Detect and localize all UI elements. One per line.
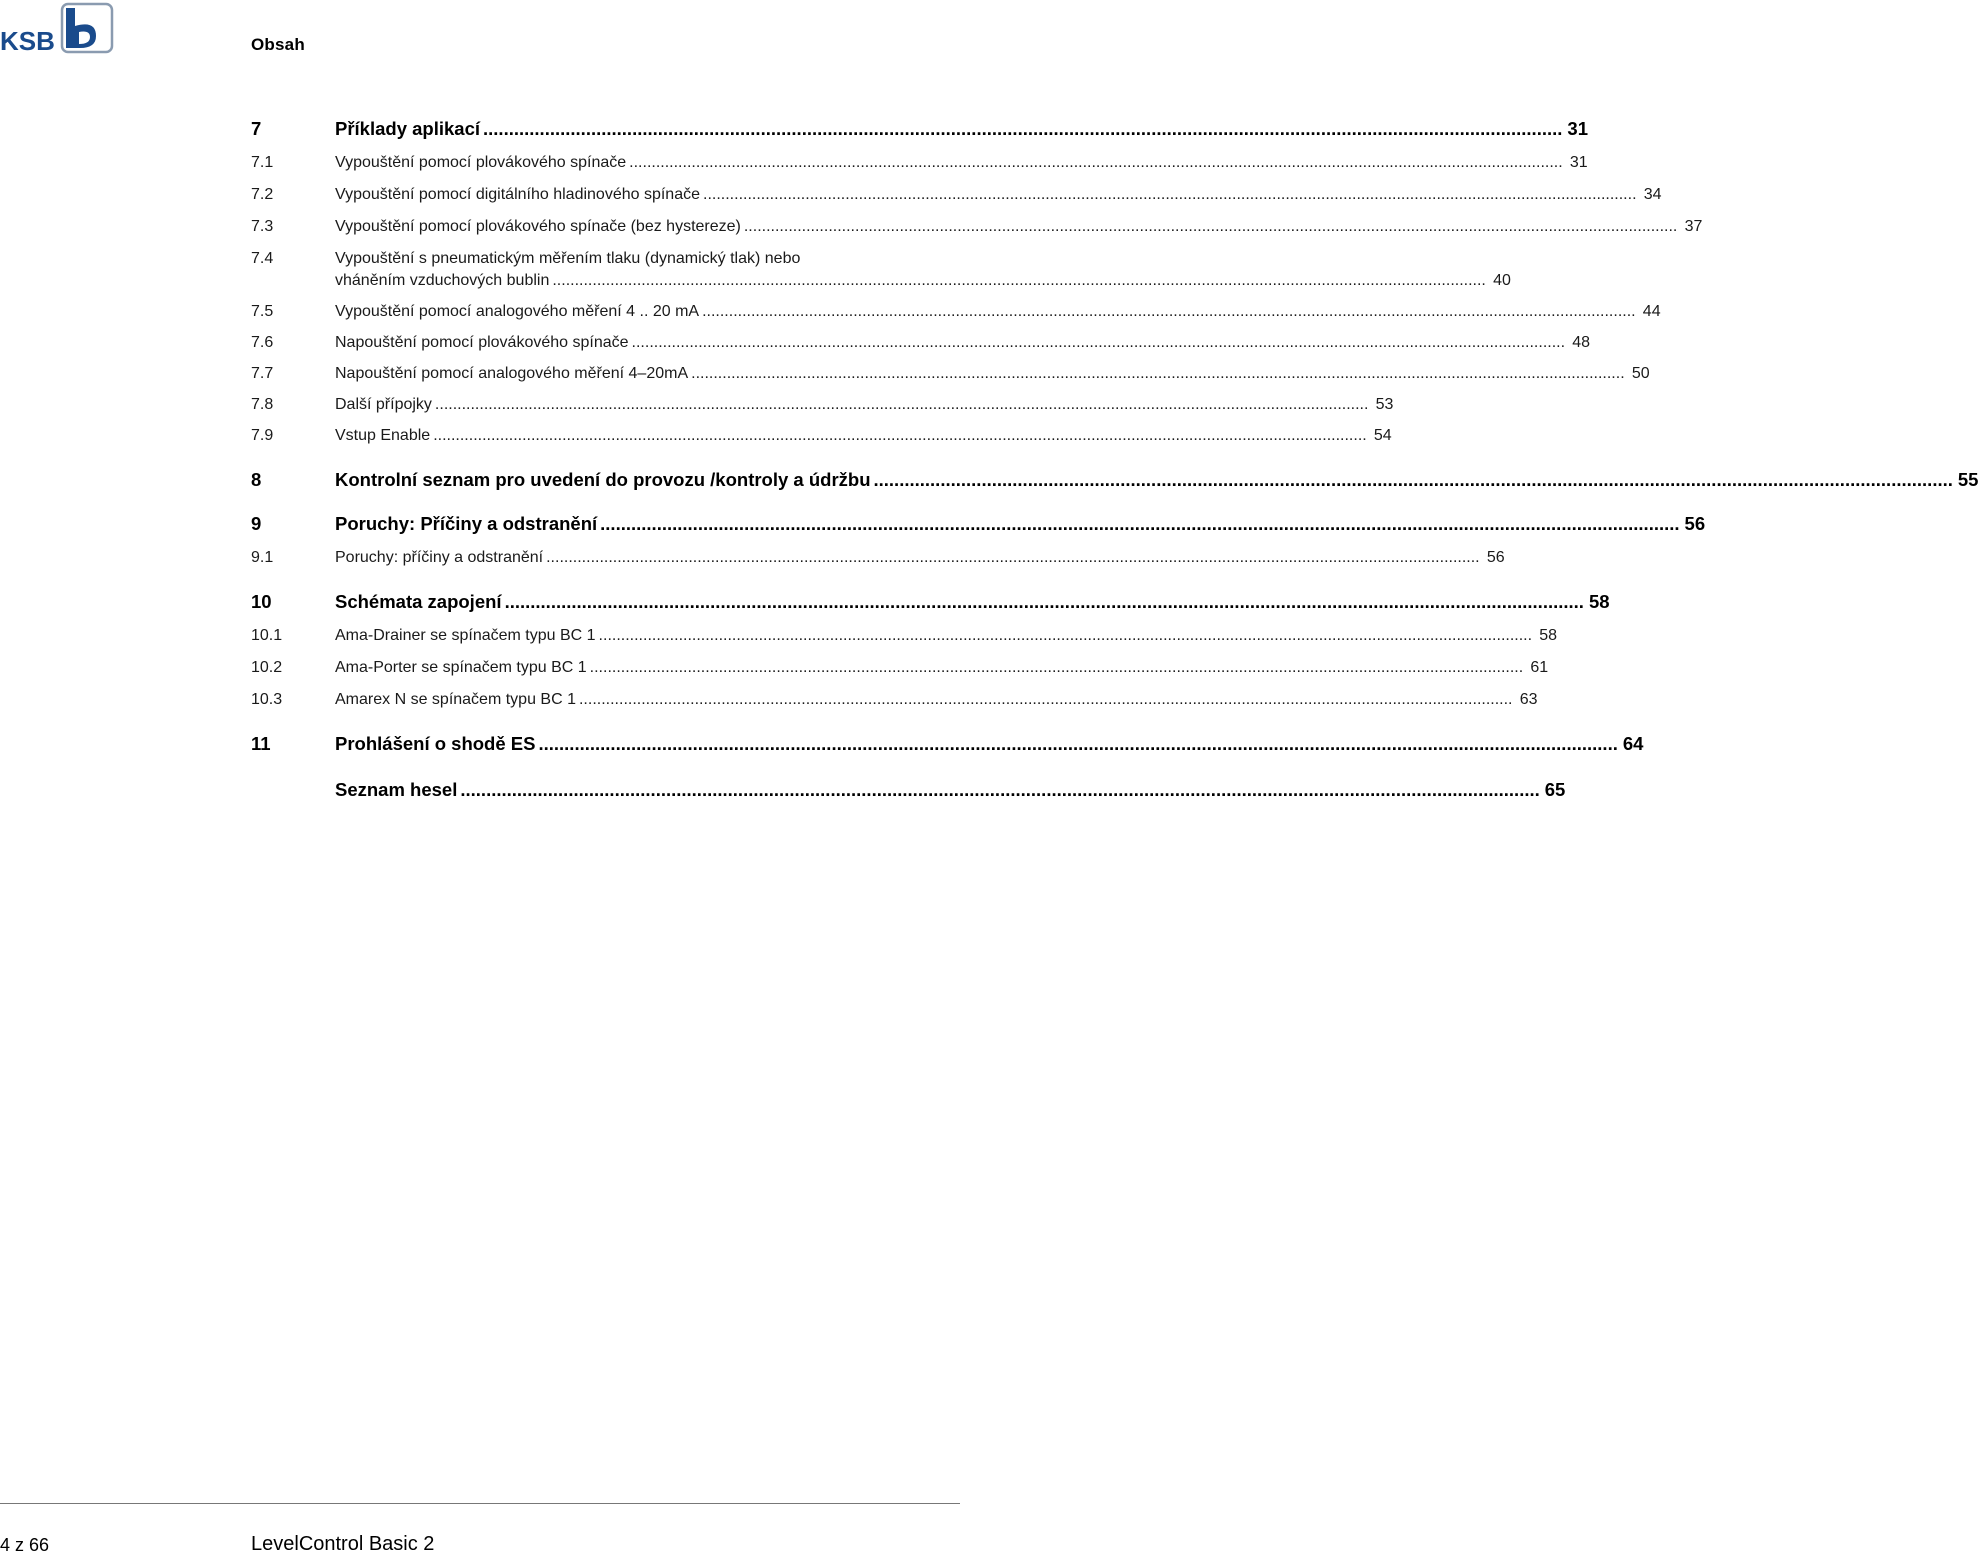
toc-title: Poruchy: příčiny a odstranění xyxy=(335,549,544,566)
toc-title: Prohlášení o shodě ES xyxy=(335,733,536,754)
toc-number: 11 xyxy=(251,733,271,754)
toc-dot-leader xyxy=(590,657,1524,679)
toc-title: Napouštění pomocí analogového měření 4–20mA xyxy=(335,365,689,382)
toc-dot-leader xyxy=(702,301,1636,323)
toc-section[interactable] xyxy=(251,363,1650,385)
toc-dot-leader xyxy=(744,216,1678,238)
ksb-logo xyxy=(0,2,114,54)
toc-number: 9 xyxy=(251,513,262,534)
toc-title: Vypouštění pomocí digitálního hladinového spínače xyxy=(335,186,700,203)
toc-dot-leader xyxy=(435,394,1369,416)
toc-page-number: 56 xyxy=(1684,513,1706,534)
toc-title: Kontrolní seznam pro uvedení do provozu /kontroly a údržbu xyxy=(335,469,871,490)
toc-number: 8 xyxy=(251,469,262,490)
toc-page-number: 48 xyxy=(1572,334,1591,351)
toc-dot-leader xyxy=(629,152,1563,174)
toc-page-number: 40 xyxy=(1493,272,1511,289)
toc-title: Napouštění pomocí plovákového spínače xyxy=(335,334,629,351)
toc-title: Vypouštění pomocí plovákového spínače xyxy=(335,154,627,171)
toc-page-number: 31 xyxy=(1567,118,1588,139)
toc-page-number: 50 xyxy=(1631,365,1650,382)
toc-dot-leader xyxy=(433,425,1367,447)
toc-section[interactable] xyxy=(251,301,1661,323)
toc-number: 7.2 xyxy=(251,186,274,203)
toc-section[interactable] xyxy=(251,625,1558,647)
toc-section[interactable] xyxy=(251,689,1538,711)
page-number: 4 z 66 xyxy=(0,1535,50,1555)
toc-dot-leader xyxy=(703,184,1637,206)
toc-page-number: 44 xyxy=(1642,303,1661,320)
toc-section[interactable] xyxy=(251,394,1394,416)
toc-page-number: 56 xyxy=(1486,549,1505,566)
toc-number: 9.1 xyxy=(251,549,274,566)
toc-title: Poruchy: Příčiny a odstranění xyxy=(335,513,598,534)
toc-dot-leader xyxy=(460,777,1539,803)
toc-dot-leader xyxy=(505,589,1584,615)
toc-number: 7.7 xyxy=(251,365,274,382)
toc-number: 7.6 xyxy=(251,334,274,351)
toc-section[interactable] xyxy=(251,425,1392,447)
toc-page-number: 54 xyxy=(1373,427,1392,444)
toc-number: 7.8 xyxy=(251,396,274,413)
section-title: Obsah xyxy=(251,35,305,54)
toc-title: Vypouštění pomocí plovákového spínače (bez hystereze) xyxy=(335,218,741,235)
toc-page-number: 65 xyxy=(1544,779,1566,800)
toc-title: Vypouštění pomocí analogového měření 4 .. 20 mA xyxy=(335,303,700,320)
toc-page-number: 58 xyxy=(1588,591,1610,612)
toc-dot-leader xyxy=(552,270,1486,292)
toc-chapter[interactable] xyxy=(251,589,1610,615)
toc-dot-leader xyxy=(579,689,1513,711)
toc-page-number: 31 xyxy=(1569,154,1588,171)
toc-page-number: 63 xyxy=(1519,691,1538,708)
toc-page-number: 64 xyxy=(1622,733,1644,754)
toc-number: 7 xyxy=(251,118,262,139)
toc-dot-leader xyxy=(600,511,1679,537)
toc-page-number: 37 xyxy=(1684,218,1703,235)
toc-dot-leader xyxy=(632,332,1566,354)
toc-section[interactable] xyxy=(251,332,1591,354)
toc-title: Ama-Drainer se spínačem typu BC 1 xyxy=(335,627,596,644)
footer-divider xyxy=(0,1503,960,1504)
toc-dot-leader xyxy=(538,731,1617,757)
toc-title: Příklady aplikací xyxy=(335,118,481,139)
toc-number: 10.1 xyxy=(251,627,283,644)
toc-title: Vypouštění s pneumatickým měřením tlaku (dynamický tlak) nebo xyxy=(335,250,801,267)
toc-number: 7.3 xyxy=(251,218,274,235)
toc-section[interactable] xyxy=(251,152,1588,174)
toc-title: Schémata zapojení xyxy=(335,591,502,612)
svg-text:KSB: KSB xyxy=(0,26,55,56)
document-title: LevelControl Basic 2 xyxy=(251,1533,435,1555)
toc-chapter[interactable] xyxy=(251,777,1566,803)
toc-title: Vstup Enable xyxy=(335,427,431,444)
toc-chapter[interactable] xyxy=(251,511,1706,537)
toc-page-number: 34 xyxy=(1643,186,1662,203)
toc-title: Ama-Porter se spínačem typu BC 1 xyxy=(335,659,587,676)
toc-page-number: 61 xyxy=(1530,659,1549,676)
toc-number: 7.9 xyxy=(251,427,274,444)
toc-section[interactable] xyxy=(251,184,1662,206)
toc-chapter[interactable] xyxy=(251,116,1588,142)
toc-dot-leader xyxy=(874,467,1953,493)
toc-chapter[interactable] xyxy=(251,467,1978,493)
toc-dot-leader xyxy=(546,547,1480,569)
toc-section[interactable] xyxy=(251,657,1549,679)
toc-page-number: 53 xyxy=(1375,396,1394,413)
toc-number: 10.2 xyxy=(251,659,283,676)
toc-section[interactable] xyxy=(251,248,1511,292)
toc-title: Amarex N se spínačem typu BC 1 xyxy=(335,691,576,708)
toc-number: 7.5 xyxy=(251,303,274,320)
toc-dot-leader xyxy=(599,625,1533,647)
toc-section[interactable] xyxy=(251,547,1505,569)
toc-number: 10 xyxy=(251,591,272,612)
toc-title: Další přípojky xyxy=(335,396,432,413)
toc-page-number: 58 xyxy=(1539,627,1558,644)
toc-number: 7.4 xyxy=(251,250,274,267)
toc-dot-leader xyxy=(691,363,1625,385)
toc-section[interactable] xyxy=(251,216,1703,238)
toc-title: vháněním vzduchových bublin xyxy=(335,272,550,289)
table-of-contents xyxy=(251,116,1978,803)
toc-number: 10.3 xyxy=(251,691,283,708)
toc-number: 7.1 xyxy=(251,154,274,171)
toc-dot-leader xyxy=(483,116,1562,142)
toc-title: Seznam hesel xyxy=(335,779,458,800)
toc-chapter[interactable] xyxy=(251,731,1644,757)
toc-page-number: 55 xyxy=(1957,469,1978,490)
